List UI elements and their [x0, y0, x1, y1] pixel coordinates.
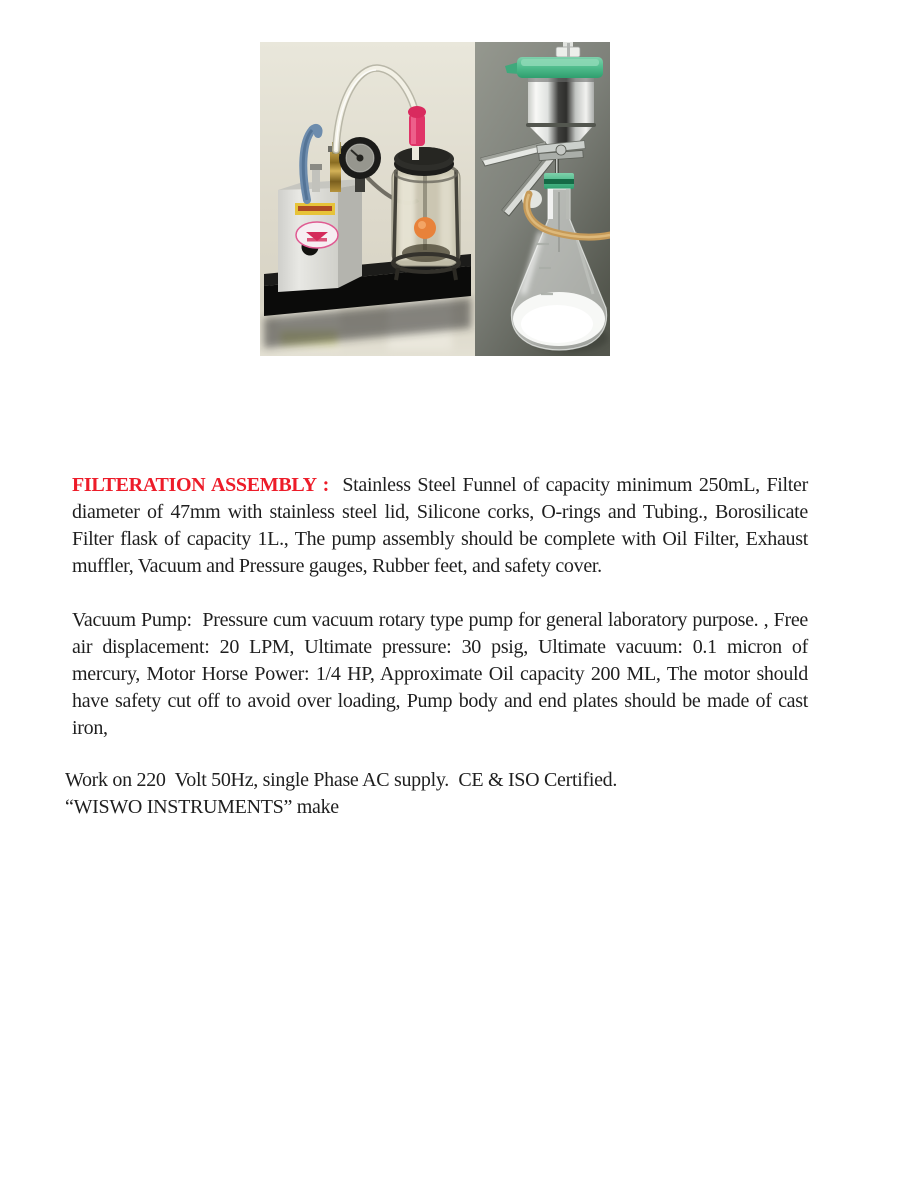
equipment-photo — [260, 42, 610, 356]
filtration-assembly-body: Stainless Steel Funnel of capacity minimum 250mL, Filter diameter of 47mm with stainless steel lid, Silicone corks, O-rings and Tubing., Borosilicate Filter flask of capacity 1L., The pump assembly should be complete with Oil Filter, Exhaust muffler, Vacuum and Pressure gauges, Rubber feet, and safety cover. — [72, 474, 808, 577]
supply-line: Work on 220 Volt 50Hz, single Phase AC supply. CE & ISO Certified. — [65, 769, 618, 791]
funnel-green-cap — [505, 57, 603, 78]
funnel-stem — [555, 159, 559, 175]
vacuum-pump-photo — [260, 42, 475, 356]
float-ball — [414, 217, 436, 239]
filtration-assembly-heading: FILTERATION ASSEMBLY : — [72, 474, 330, 496]
make-line: “WISWO INSTRUMENTS” make — [65, 796, 339, 818]
brand-sticker — [296, 222, 338, 248]
jar-valve — [408, 106, 426, 146]
vacuum-pump-paragraph: Vacuum Pump: Pressure cum vacuum rotary type pump for general laboratory purpose. , Free air displacement: 20 LPM, Ultimate pressure: 30 psig, Ultimate vacuum: 0.1 micron of mercury, Motor Horse Power: 1/4 HP, Approximate Oil capacity 200 ML, The motor should have safety cut off to avoid over loading, Pump body and end plates should be made of cast iron, — [72, 609, 808, 739]
flask-green-stopper — [544, 173, 574, 189]
filtration-assembly-paragraph — [72, 472, 808, 580]
supply-and-make-block — [65, 767, 825, 821]
vacuum-pump-body — [278, 179, 362, 292]
filtration-assembly-photo — [475, 42, 610, 356]
